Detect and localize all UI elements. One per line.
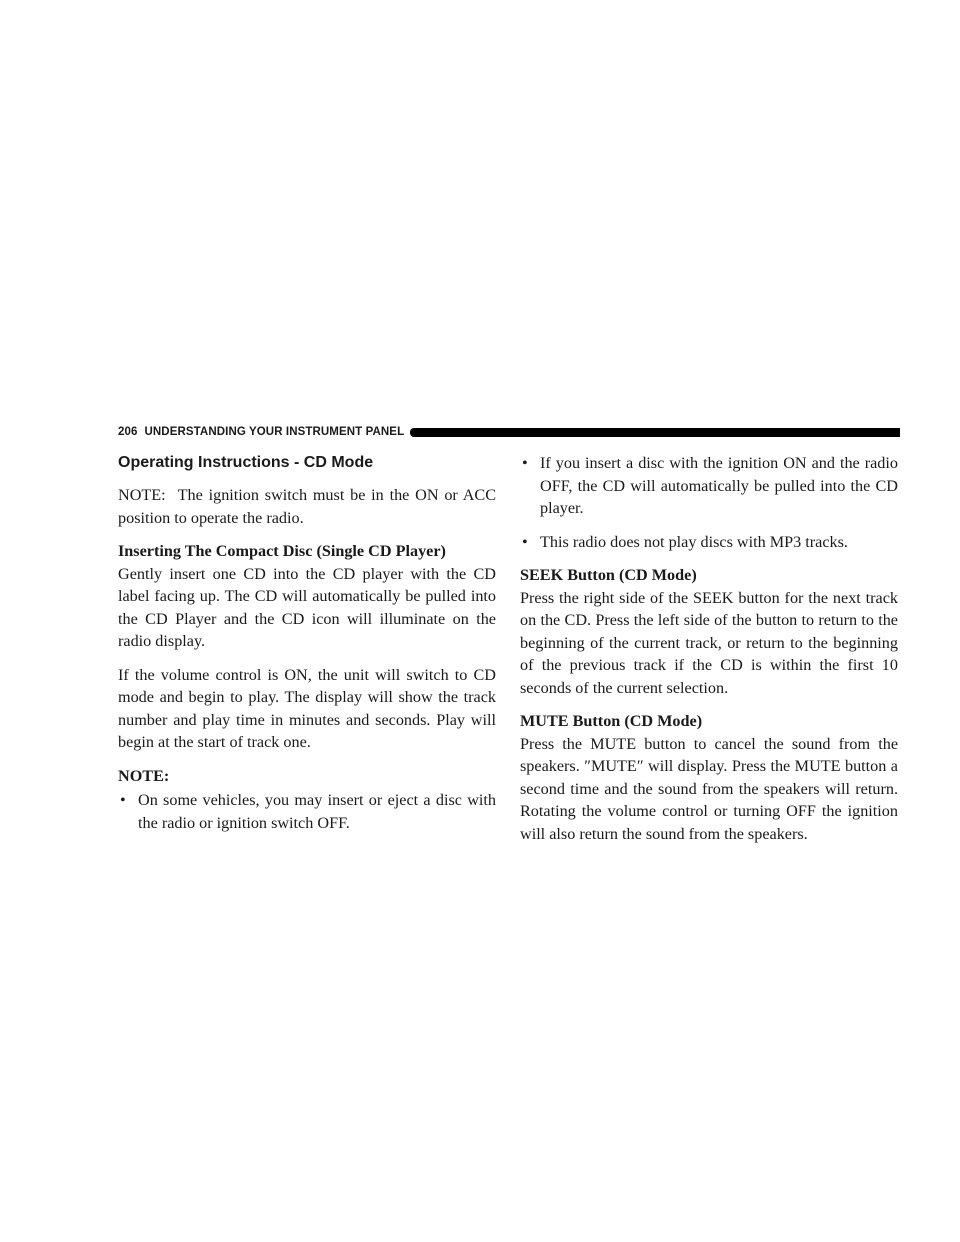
mute-paragraph: Press the MUTE button to cancel the sound from the speakers. ″MUTE″ will display. Press the MUTE button a second time and the sound from the speakers will return. Rotating the volume control or turning OFF the ignition will also return the sound from the speakers. [520,734,898,843]
bullet-text: This radio does not play discs with MP3 tracks. [540,532,848,551]
seek-heading: SEEK Button (CD Mode) [520,566,697,584]
page-number: 206 [118,426,138,438]
page-header [118,424,900,440]
inserting-heading: Inserting The Compact Disc (Single CD Player) [118,542,446,560]
inserting-paragraph: Gently insert one CD into the CD player with the CD label facing up. The CD will automatically be pulled into the CD Player and the CD icon will illuminate on the radio display. [118,564,496,650]
bullet-text: If you insert a disc with the ignition ON and the radio OFF, the CD will automatically be pulled into the CD player. [540,454,898,517]
continued-bullet-list [520,452,898,553]
note-heading: NOTE: [118,766,170,785]
note-paragraph [118,484,496,529]
list-item [520,452,898,520]
section-title: UNDERSTANDING YOUR INSTRUMENT PANEL [144,426,405,438]
bullet-icon: • [522,532,528,551]
note-bullet-list [118,789,496,834]
right-column [520,452,898,856]
header-rule [410,428,900,437]
bullet-icon: • [120,791,126,809]
left-column [118,452,496,845]
note-text: The ignition switch must be in the ON or ACC position to operate the radio. [118,486,496,527]
bullet-icon: • [522,454,528,472]
volume-paragraph: If the volume control is ON, the unit will switch to CD mode and begin to play. The display will show the track number and play time in minutes and seconds. Play will begin at the start of track one. [118,665,496,751]
list-item [520,531,898,554]
mute-heading: MUTE Button (CD Mode) [520,712,703,730]
seek-paragraph: Press the right side of the SEEK button for the next track on the CD. Press the left side of the button to return to the beginning of the current track, or return to the beginning of the previous track if the CD is within the first 10 seconds of the current selection. [520,588,898,697]
list-item [118,789,496,834]
bullet-text: On some vehicles, you may insert or eject a disc with the radio or ignition switch OFF. [138,791,496,832]
section-heading: Operating Instructions - CD Mode [118,454,374,471]
note-label: NOTE: [118,486,166,504]
